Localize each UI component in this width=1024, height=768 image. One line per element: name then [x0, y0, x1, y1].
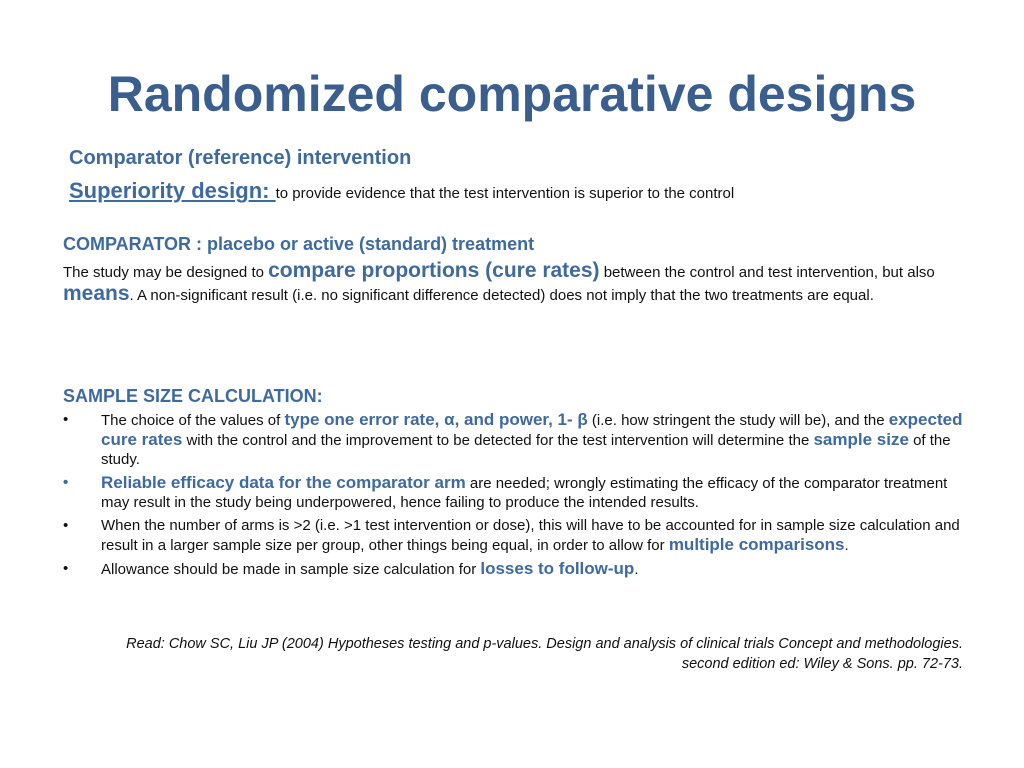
- bullet-item-multiple-arms: [63, 516, 963, 555]
- paragraph-emphasis-proportions: compare proportions (cure rates): [268, 259, 600, 282]
- bullet-marker: •: [63, 411, 69, 428]
- superiority-design-label: Superiority design:: [69, 178, 276, 203]
- paragraph-emphasis-means: means: [63, 282, 130, 305]
- bullet-emphasis: type one error rate, α, and power, 1- β: [284, 410, 588, 429]
- bullet-text: When the number of arms is >2 (i.e. >1 test intervention or dose), this will have to be accounted for in sample size calculation and result in a larger sample size per group, other things being equal, in order to allow for: [101, 517, 960, 554]
- bullet-emphasis: multiple comparisons: [668, 535, 845, 554]
- bullet-text: of the study.: [101, 432, 951, 468]
- bullet-marker: •: [63, 517, 69, 534]
- paragraph-text-1: The study may be designed to: [63, 264, 269, 281]
- bullet-item-efficacy-data: [63, 473, 963, 512]
- bullet-item-stringency: [63, 410, 963, 469]
- bullet-emphasis: sample size: [813, 430, 909, 449]
- bullet-text: Allowance should be made in sample size calculation for: [101, 561, 481, 578]
- bullet-item-losses: [63, 559, 963, 579]
- bullet-text: are needed; wrongly estimating the efficacy of the comparator treatment may result in the study being underpowered, hence failing to produce the intended results.: [101, 475, 948, 511]
- bullet-marker: •: [63, 474, 69, 491]
- paragraph-text-2: between the control and test intervention, but also: [599, 264, 935, 281]
- bullet-emphasis: losses to follow-up: [480, 559, 635, 578]
- paragraph-text-3: . A non-significant result (i.e. no significant difference detected) does not imply that the two treatments are equal.: [129, 287, 874, 304]
- bullet-marker: •: [63, 560, 69, 577]
- sample-size-bullet-list: [63, 410, 963, 583]
- reference-citation: Read: Chow SC, Liu JP (2004) Hypotheses testing and p-values. Design and analysis of clinical trials Concept and methodologies. second edition ed: Wiley & Sons. pp. 72-73.: [126, 636, 963, 672]
- bullet-text: with the control and the improvement to be detected for the test intervention will determine the: [182, 432, 814, 449]
- bullet-text: The choice of the values of: [101, 412, 285, 429]
- slide-title: Randomized comparative designs: [107, 66, 917, 122]
- subtitle-superiority-design: [69, 177, 734, 208]
- sample-size-heading: SAMPLE SIZE CALCULATION:: [63, 386, 323, 406]
- superiority-design-text: to provide evidence that the test intervention is superior to the control: [275, 185, 735, 202]
- design-paragraph: [63, 260, 963, 306]
- bullet-emphasis: Reliable efficacy data for the comparator arm: [101, 473, 466, 492]
- bullet-text: .: [844, 537, 849, 554]
- comparator-heading: COMPARATOR : placebo or active (standard) treatment: [63, 234, 535, 254]
- subtitle-comparator-intervention: Comparator (reference) intervention: [69, 147, 412, 169]
- bullet-text: .: [634, 561, 639, 578]
- bullet-emphasis: expected cure rates: [101, 410, 963, 449]
- bullet-text: (i.e. how stringent the study will be), and the: [587, 412, 889, 429]
